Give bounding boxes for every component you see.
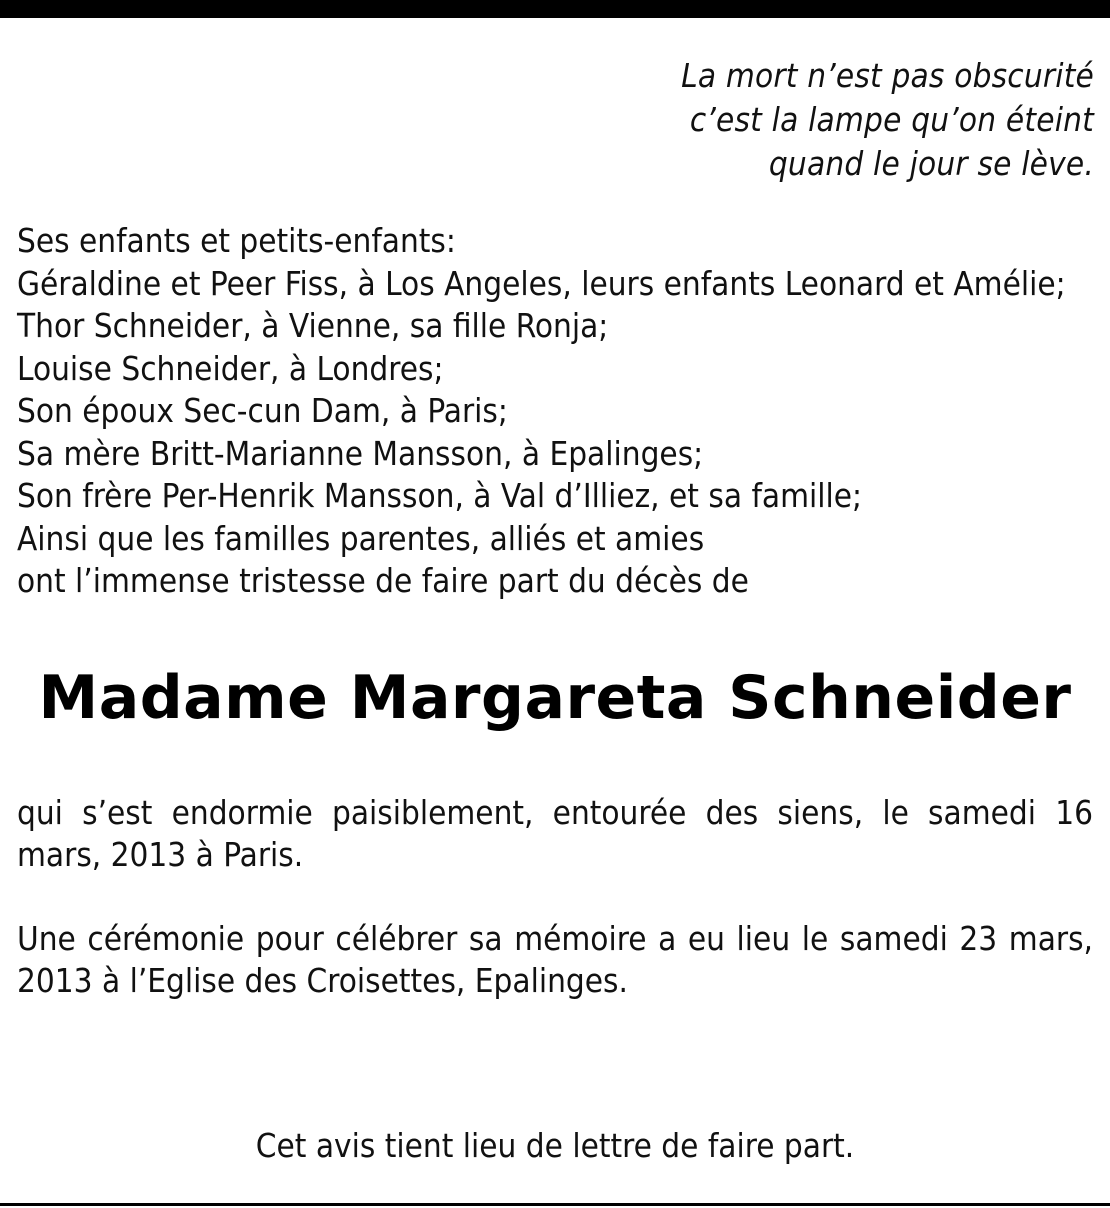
death-details-paragraph: qui s’est endormie paisiblement, entourée des siens, le samedi 16 mars, 2013 à Paris. [17,793,1093,874]
family-member-line: Son frère Per-Henrik Mansson, à Val d’Illiez, et sa famille; [17,476,863,515]
family-announcement [17,220,1097,603]
announcement-line: ont l’immense tristesse de faire part du décès de [17,561,749,600]
deceased-name-heading: Madame Margareta Schneider [38,663,1072,733]
epigraph-quote [681,54,1094,186]
family-member-line: Son époux Sec-cun Dam, à Paris; [17,391,508,430]
closing-note: Cet avis tient lieu de lettre de faire part. [255,1126,855,1165]
family-member-line: Louise Schneider, à Londres; [17,348,444,388]
family-member-line: Thor Schneider, à Vienne, sa fille Ronja; [17,306,609,345]
family-intro-line: Ses enfants et petits-enfants: [17,221,456,260]
family-member-line: Géraldine et Peer Fiss, à Los Angeles, leurs enfants Leonard et Amélie; [17,263,1066,303]
ceremony-details-paragraph: Une cérémonie pour célébrer sa mémoire a eu lieu le samedi 23 mars, 2013 à l’Eglise des Croisettes, Epalinges. [17,919,1093,1000]
family-member-line: Ainsi que les familles parentes, alliés et amies [17,518,705,558]
epigraph-line: c’est la lampe qu’on éteint [689,100,1094,139]
top-border-rule [0,0,1110,18]
epigraph-line: La mort n’est pas obscurité [681,56,1094,95]
family-member-line: Sa mère Britt-Marianne Mansson, à Epalinges; [17,433,704,473]
bottom-border-rule [0,1203,1110,1206]
epigraph-line: quand le jour se lève. [768,144,1094,183]
